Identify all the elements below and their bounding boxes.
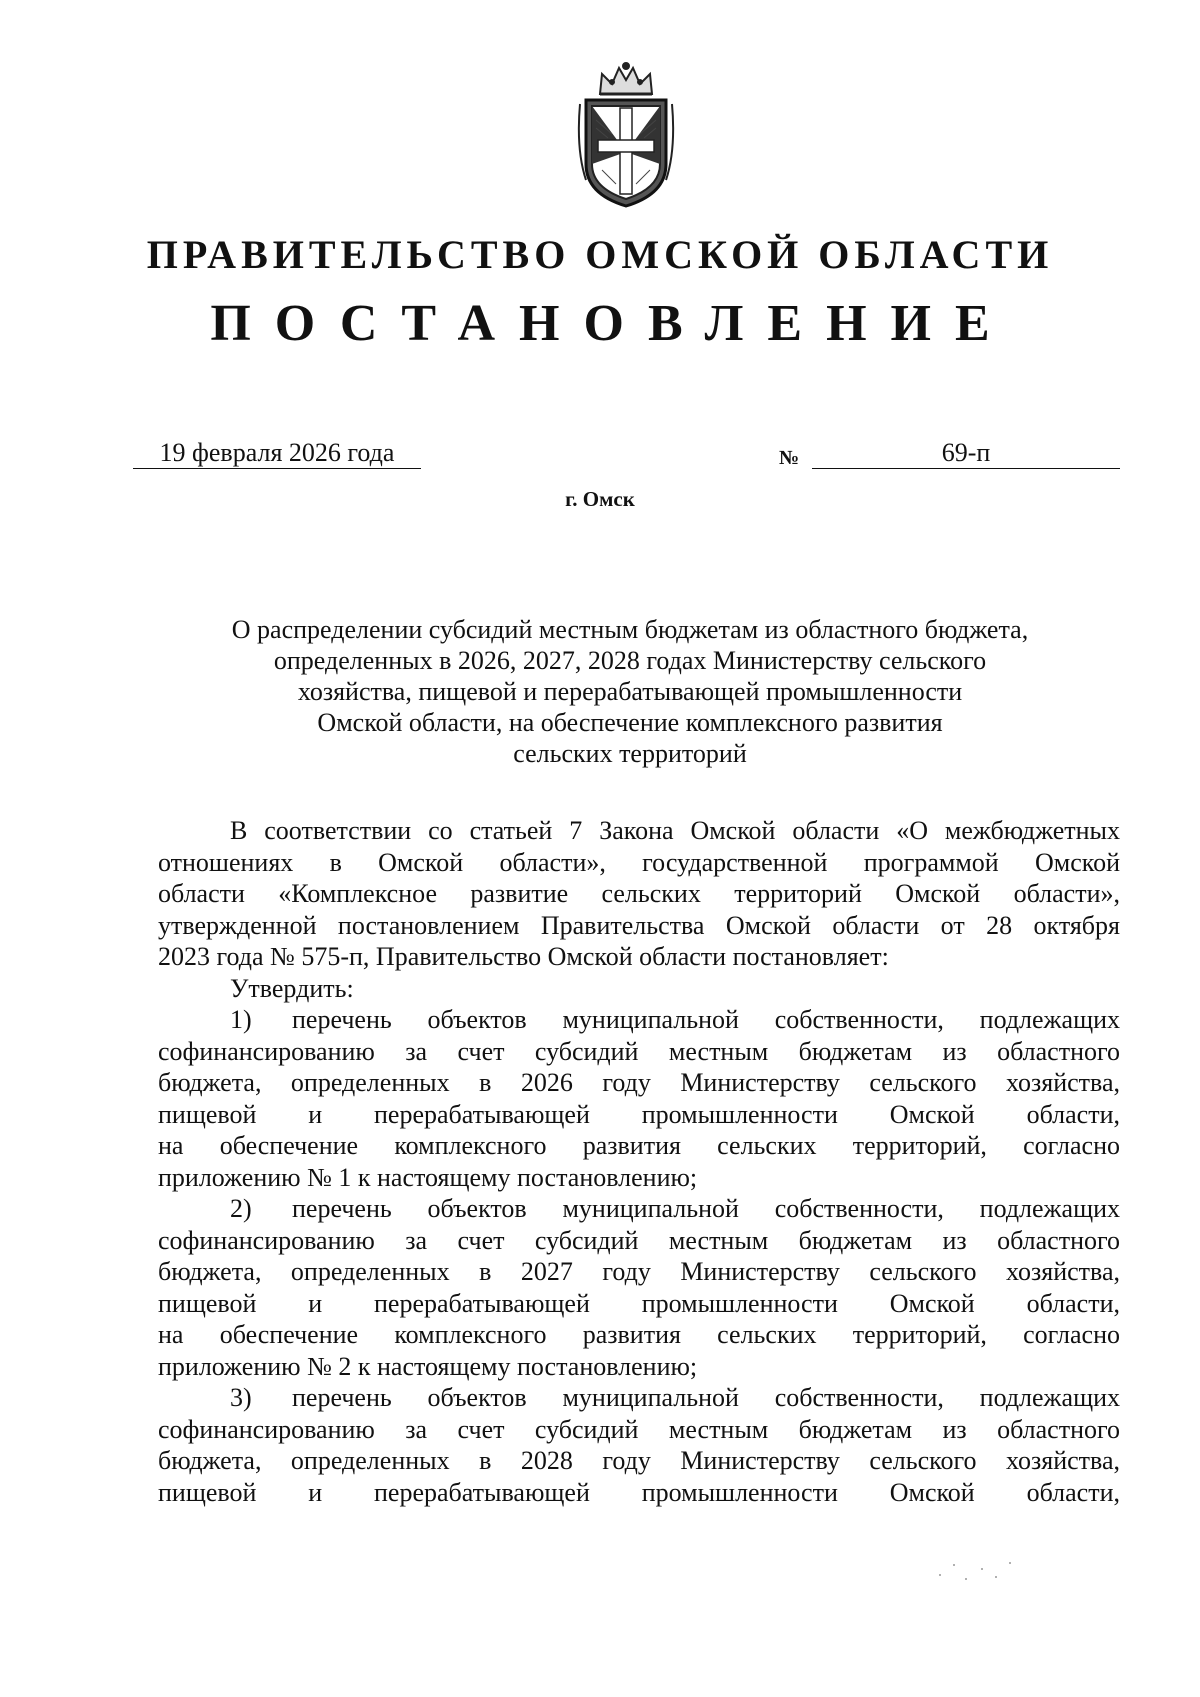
preamble-line: отношениях в Омской области», государственной программой Омской [158,847,1120,877]
document-body [158,815,1120,1508]
item-line: пищевой и перерабатывающей промышленности Омской области, [158,1288,1120,1318]
item-line: перечень объектов муниципальной собственности, подлежащих [292,1383,1120,1412]
document-number-label: № [779,447,800,469]
list-item-2 [158,1193,1120,1382]
item-line: бюджета, определенных в 2026 году Министерству сельского хозяйства, [158,1068,1120,1097]
organization-title: ПРАВИТЕЛЬСТВО ОМСКОЙ ОБЛАСТИ [146,232,1054,277]
item-line: перечень объектов муниципальной собственности, подлежащих [292,1194,1120,1223]
subject-line: сельских территорий [513,739,747,768]
preamble-line: В соответствии со статьей 7 Закона Омской области «О межбюджетных [230,816,1120,845]
item-number: 2) [230,1194,252,1223]
subject-line: хозяйства, пищевой и перерабатывающей промышленности [297,677,963,706]
approve-heading: Утвердить: [230,973,354,1003]
item-line: на обеспечение комплексного развития сельских территорий, согласно [158,1320,1120,1349]
item-number: 3) [230,1383,252,1412]
document-city: г. Омск [565,487,635,511]
item-line: пищевой и перерабатывающей промышленности Омской области, [158,1099,1120,1129]
preamble-line: области «Комплексное развитие сельских территорий Омской области», [158,879,1120,908]
item-line: софинансированию за счет субсидий местным бюджетам из областного [158,1414,1120,1444]
list-item-3 [158,1382,1120,1508]
item-number: 1) [230,1005,252,1034]
document-type: ПОСТАНОВЛЕНИЕ [210,295,1014,352]
subject-line: Омской области, на обеспечение комплексного развития [317,708,943,737]
document-subject [160,614,1100,769]
item-line: софинансированию за счет субсидий местным бюджетам из областного [158,1225,1120,1255]
subject-line: определенных в 2026, 2027, 2028 годах Министерству сельского [273,646,987,675]
item-line: приложению № 2 к настоящему постановлению; [158,1351,698,1381]
item-line: бюджета, определенных в 2028 году Министерству сельского хозяйства, [158,1446,1120,1475]
document-number: 69-п [812,438,1120,469]
item-line: софинансированию за счет субсидий местным бюджетам из областного [158,1036,1120,1066]
preamble-line: 2023 года № 575-п, Правительство Омской области постановляет: [158,942,889,971]
item-line: бюджета, определенных в 2027 году Министерству сельского хозяйства, [158,1257,1120,1286]
omsk-region-coat-of-arms-icon [572,60,680,210]
item-line: приложению № 1 к настоящему постановлению; [158,1162,698,1192]
subject-line: О распределении субсидий местным бюджетам из областного бюджета, [231,615,1029,644]
item-line: на обеспечение комплексного развития сельских территорий, согласно [158,1131,1120,1160]
item-line: перечень объектов муниципальной собственности, подлежащих [292,1005,1120,1034]
list-item-1 [158,1004,1120,1193]
preamble-line: утвержденной постановлением Правительства Омской области от 28 октября [158,910,1120,940]
document-date: 19 февраля 2026 года [133,438,421,469]
item-line: пищевой и перерабатывающей промышленности Омской области, [158,1477,1120,1507]
scan-noise-decoration [930,1555,1020,1585]
preamble [158,815,1120,973]
